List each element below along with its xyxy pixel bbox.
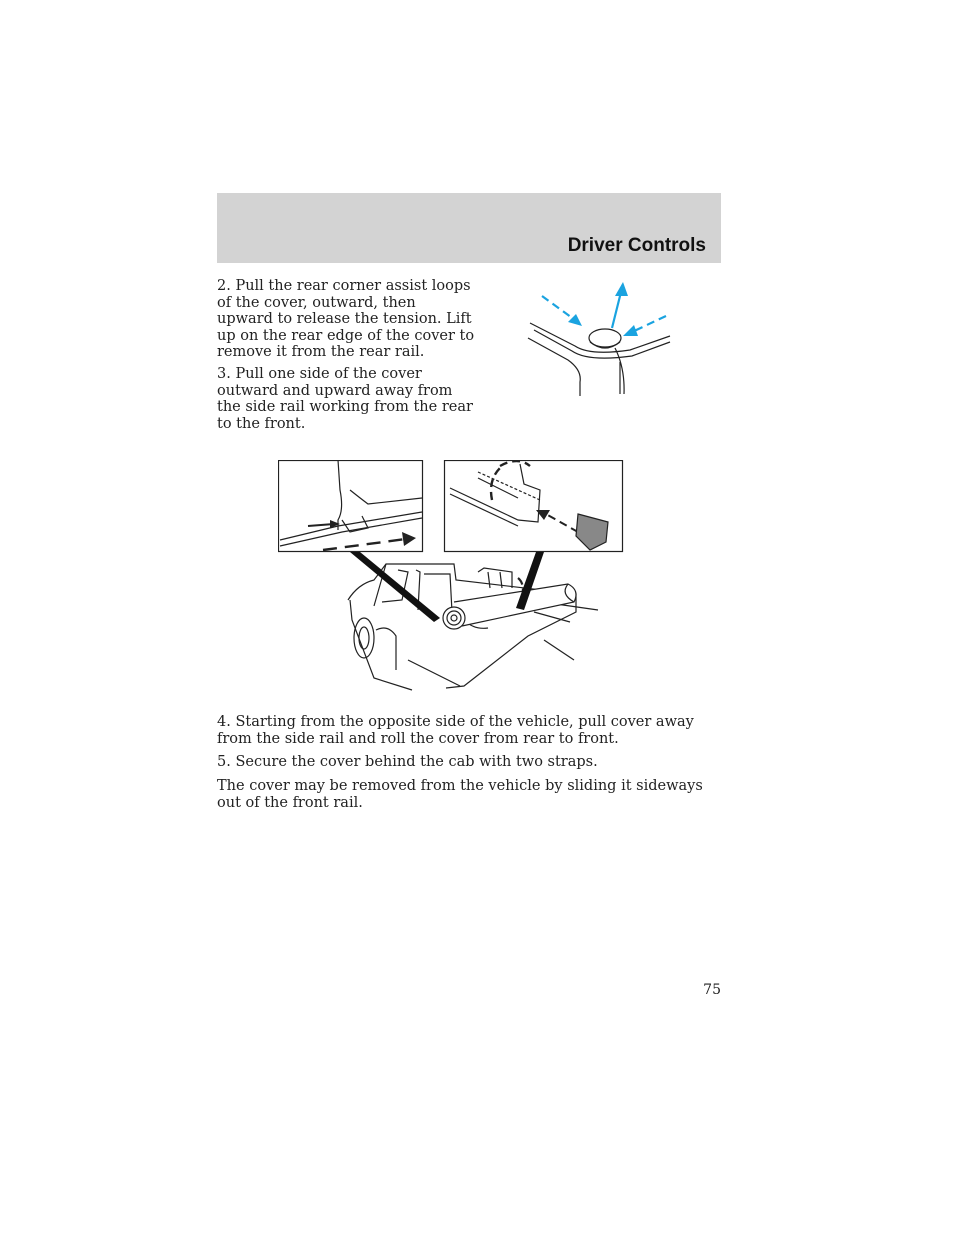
closing-note-text: The cover may be removed from the vehicle by sliding it sideways out of the front rail.	[217, 778, 703, 811]
step-4-text: 4. Starting from the opposite side of the vehicle, pull cover away from the side rail and roll the cover from rear to front.	[217, 714, 694, 747]
section-header	[217, 193, 721, 263]
section-title: Driver Controls	[567, 235, 706, 256]
page-number: 75	[703, 982, 721, 998]
arrow-upward-icon	[612, 292, 621, 328]
step-2-text: 2. Pull the rear corner assist loops of the cover, outward, then upward to release the tension. Lift up on the rear edge of the cover to remove it from the rear rail.	[217, 278, 475, 360]
callout-pointer-left-icon	[350, 552, 440, 622]
arrow-outward-left-icon	[542, 296, 575, 320]
corner-loop-illustration	[520, 278, 680, 398]
truck-cover-roll-illustration	[278, 460, 624, 698]
side-rail-detail-inset	[279, 460, 423, 552]
pickup-truck	[348, 564, 598, 690]
step-3-text: 3. Pull one side of the cover outward and upward away from the side rail working from the rear to the front.	[217, 366, 473, 432]
arrow-outward-right-icon	[632, 316, 666, 332]
step-5-text: 5. Secure the cover behind the cab with two straps.	[217, 754, 598, 770]
strap-detail-inset	[445, 461, 623, 552]
